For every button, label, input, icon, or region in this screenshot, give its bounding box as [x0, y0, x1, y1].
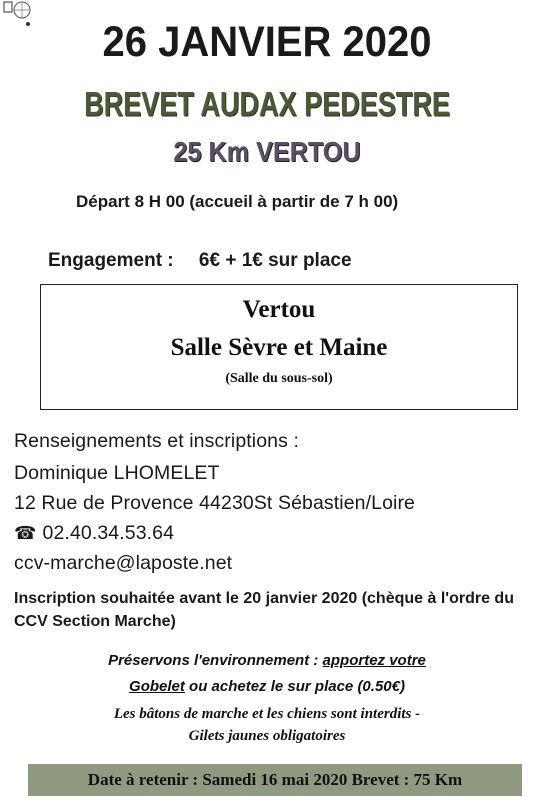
environment-text-c: ou achetez le sur place (0.50€)	[184, 678, 405, 695]
inscription-note: Inscription souhaitée avant le 20 janvier 2020 (chèque à l'ordre du CCV Section Marche)	[14, 590, 514, 630]
environment-text-b: apportez votre	[322, 652, 426, 669]
contact-phone-row	[14, 522, 174, 545]
venue-note: (Salle du sous-sol)	[225, 371, 333, 386]
event-distance-subtitle: 25 Km VERTOU	[173, 136, 361, 167]
departure-time: Départ 8 H 00 (accueil à partir de 7 h 00)	[76, 192, 399, 211]
rules-line-1: Les bâtons de marche et les chiens sont interdits -	[113, 706, 421, 722]
environment-gobelet: Gobelet	[129, 678, 185, 695]
contact-address: 12 Rue de Provence 44230St Sébastien/Loire	[14, 492, 415, 514]
venue-town: Vertou	[242, 296, 316, 323]
engagement-fee	[48, 250, 352, 272]
environment-line-1	[0, 652, 534, 669]
rules-line-2: Gilets jaunes obligatoires	[188, 728, 346, 744]
engagement-price: 6€ + 1€ sur place	[198, 250, 352, 271]
venue-hall: Salle Sèvre et Maine	[170, 334, 388, 361]
event-date-title: 26 JANVIER 2020	[102, 18, 432, 66]
contact-name: Dominique LHOMELET	[14, 462, 220, 484]
environment-text-a: Préservons l'environnement :	[108, 652, 323, 669]
event-name-title: BREVET AUDAX PEDESTRE	[84, 84, 450, 123]
save-the-date-banner: Date à retenir : Samedi 16 mai 2020 Brevet : 75 Km	[28, 764, 522, 796]
telephone-icon: ☎	[14, 523, 37, 543]
contact-heading: Renseignements et inscriptions :	[14, 430, 300, 452]
engagement-label: Engagement :	[48, 250, 174, 271]
environment-line-2	[0, 678, 534, 695]
contact-phone[interactable]: 02.40.34.53.64	[42, 522, 175, 544]
contact-email[interactable]: ccv-marche@laposte.net	[14, 552, 233, 574]
